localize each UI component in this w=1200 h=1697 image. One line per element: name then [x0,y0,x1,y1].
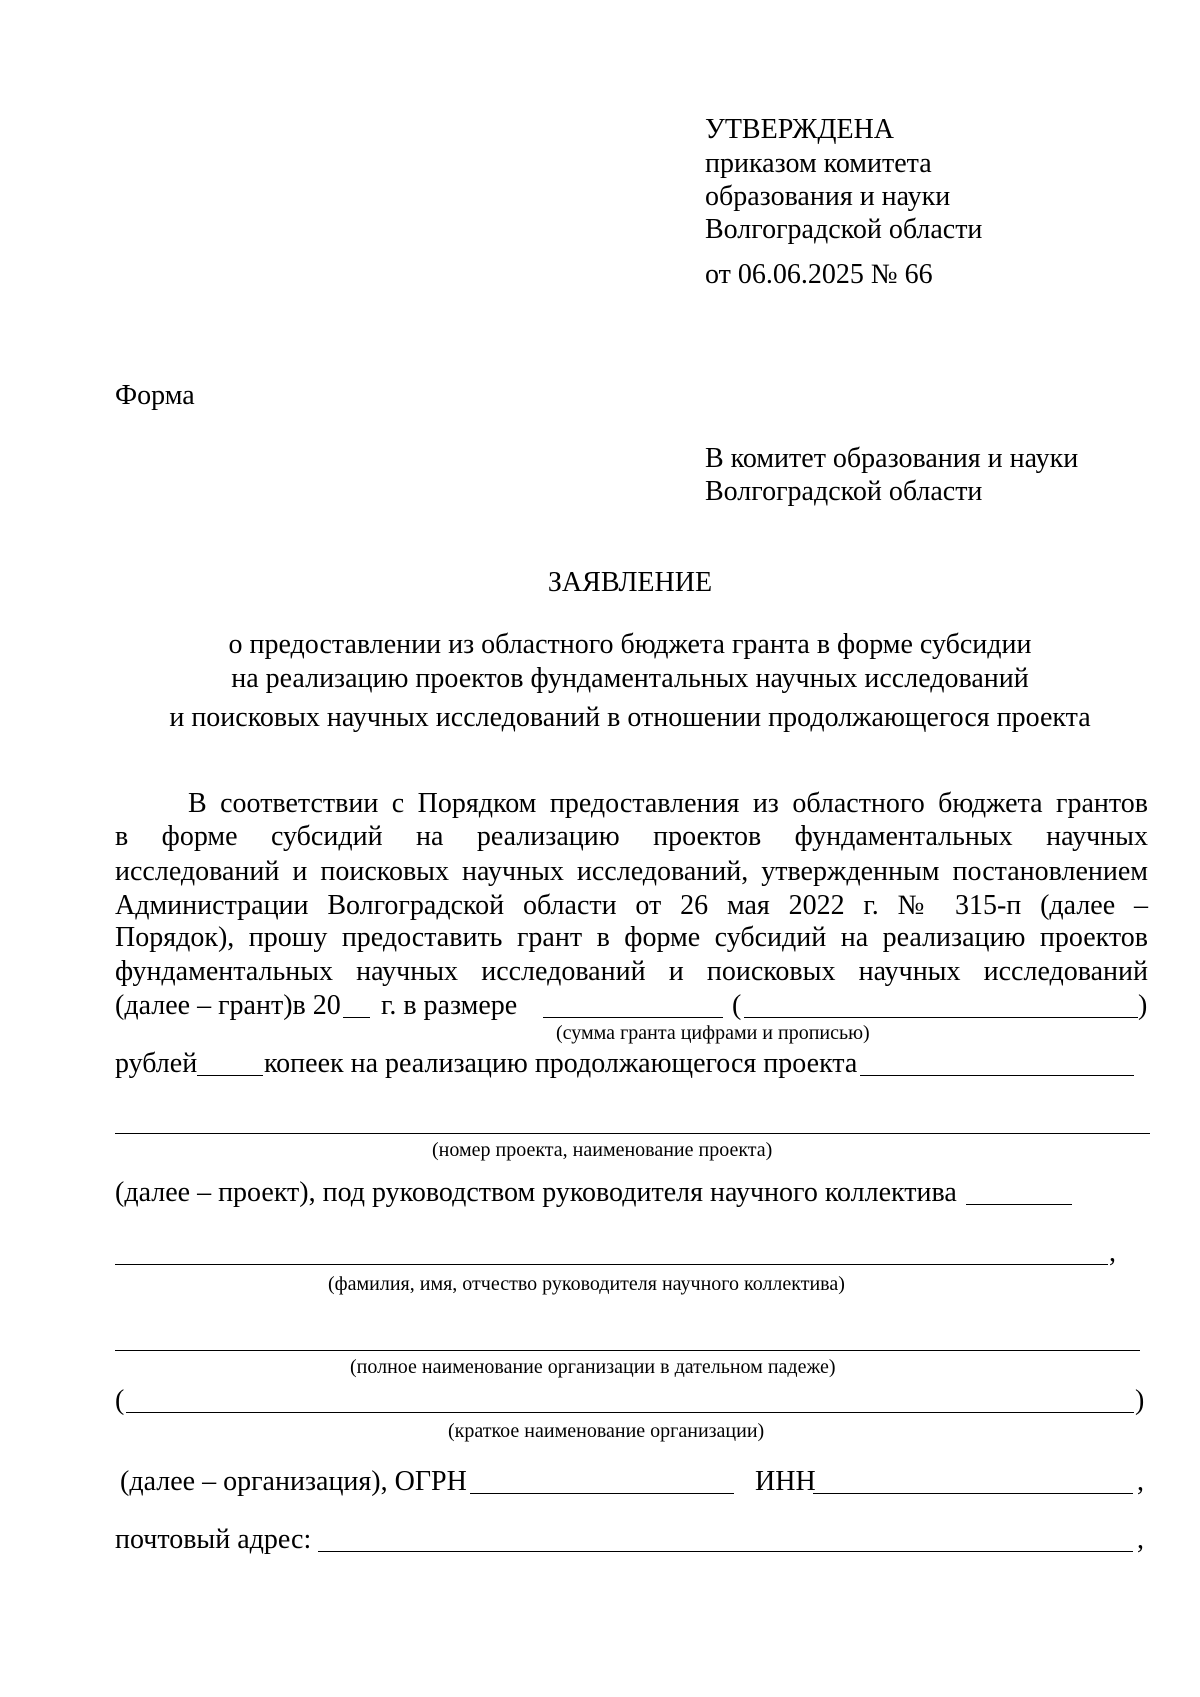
body-line: г. в размере [381,990,518,1021]
body-line: в форме субсидий на реализацию проектов фундаментальных научных [115,821,1148,852]
comma: , [1137,1524,1144,1555]
addressee-line: В комитет образования и науки [705,443,1079,474]
body-line: исследований и поисковых научных исследований, утвержденным постановлением [115,856,1148,887]
grant-sum-digits-field[interactable] [543,1017,723,1018]
postal-address-label: почтовый адрес: [115,1524,312,1555]
document-subtitle: о предоставлении из областного бюджета гранта в форме субсидии [228,629,1032,660]
comma: , [1109,1237,1116,1268]
year-field[interactable] [343,1017,370,1018]
paren-open: ( [732,990,742,1021]
org-short-name-field[interactable] [126,1412,1134,1413]
project-field[interactable] [115,1133,1150,1134]
document-title: ЗАЯВЛЕНИЕ [547,567,713,598]
paren-open: ( [115,1385,125,1416]
body-line: (далее – грант)в 20 [115,990,341,1021]
document-subtitle: на реализацию проектов фундаментальных научных исследований [231,663,1029,694]
body-line: Порядок), прошу предоставить грант в форме субсидий на реализацию проектов [115,922,1148,953]
ogrn-field[interactable] [470,1493,734,1494]
approval-line: образования и науки [705,181,951,212]
paren-close: ) [1135,1385,1145,1416]
inn-field[interactable] [813,1493,1133,1494]
leader-field-start[interactable] [966,1204,1072,1205]
comma: , [1137,1466,1144,1497]
body-line: (далее – проект), под руководством руководителя научного коллектива [115,1177,957,1208]
body-line: Администрации Волгоградской области от 26 мая 2022 г. № 315-п (далее – [115,890,1148,921]
approval-line: приказом комитета [705,148,932,179]
hint-org-full: (полное наименование организации в дательном падеже) [350,1356,836,1378]
body-line: фундаментальных научных исследований и поисковых научных исследований [115,956,1148,987]
approval-line: Волгоградской области [705,214,983,245]
project-field-start[interactable] [860,1075,1134,1076]
leader-name-field[interactable] [115,1264,1108,1265]
body-line: В соответствии с Порядком предоставления из областного бюджета грантов [188,788,1148,819]
inn-label: ИНН [755,1466,816,1497]
document-subtitle: и поисковых научных исследований в отношении продолжающегося проекта [169,702,1091,733]
kopecks-field[interactable] [197,1075,263,1076]
body-line: копеек на реализацию продолжающегося проекта [264,1048,858,1079]
grant-sum-words-field[interactable] [744,1017,1138,1018]
org-full-name-field[interactable] [115,1350,1140,1351]
paren-close: ) [1138,990,1148,1021]
postal-address-field[interactable] [318,1551,1133,1552]
addressee-line: Волгоградской области [705,476,983,507]
approval-title: УТВЕРЖДЕНА [705,114,895,145]
hint-project: (номер проекта, наименование проекта) [432,1139,773,1161]
form-label: Форма [115,380,195,411]
hint-org-short: (краткое наименование организации) [448,1420,765,1442]
hint-sum: (сумма гранта цифрами и прописью) [556,1022,870,1044]
approval-date-number: от 06.06.2025 № 66 [705,259,933,290]
body-line: (далее – организация), ОГРН [120,1466,467,1497]
hint-leader: (фамилия, имя, отчество руководителя научного коллектива) [328,1273,845,1295]
body-line: рублей [115,1048,198,1079]
